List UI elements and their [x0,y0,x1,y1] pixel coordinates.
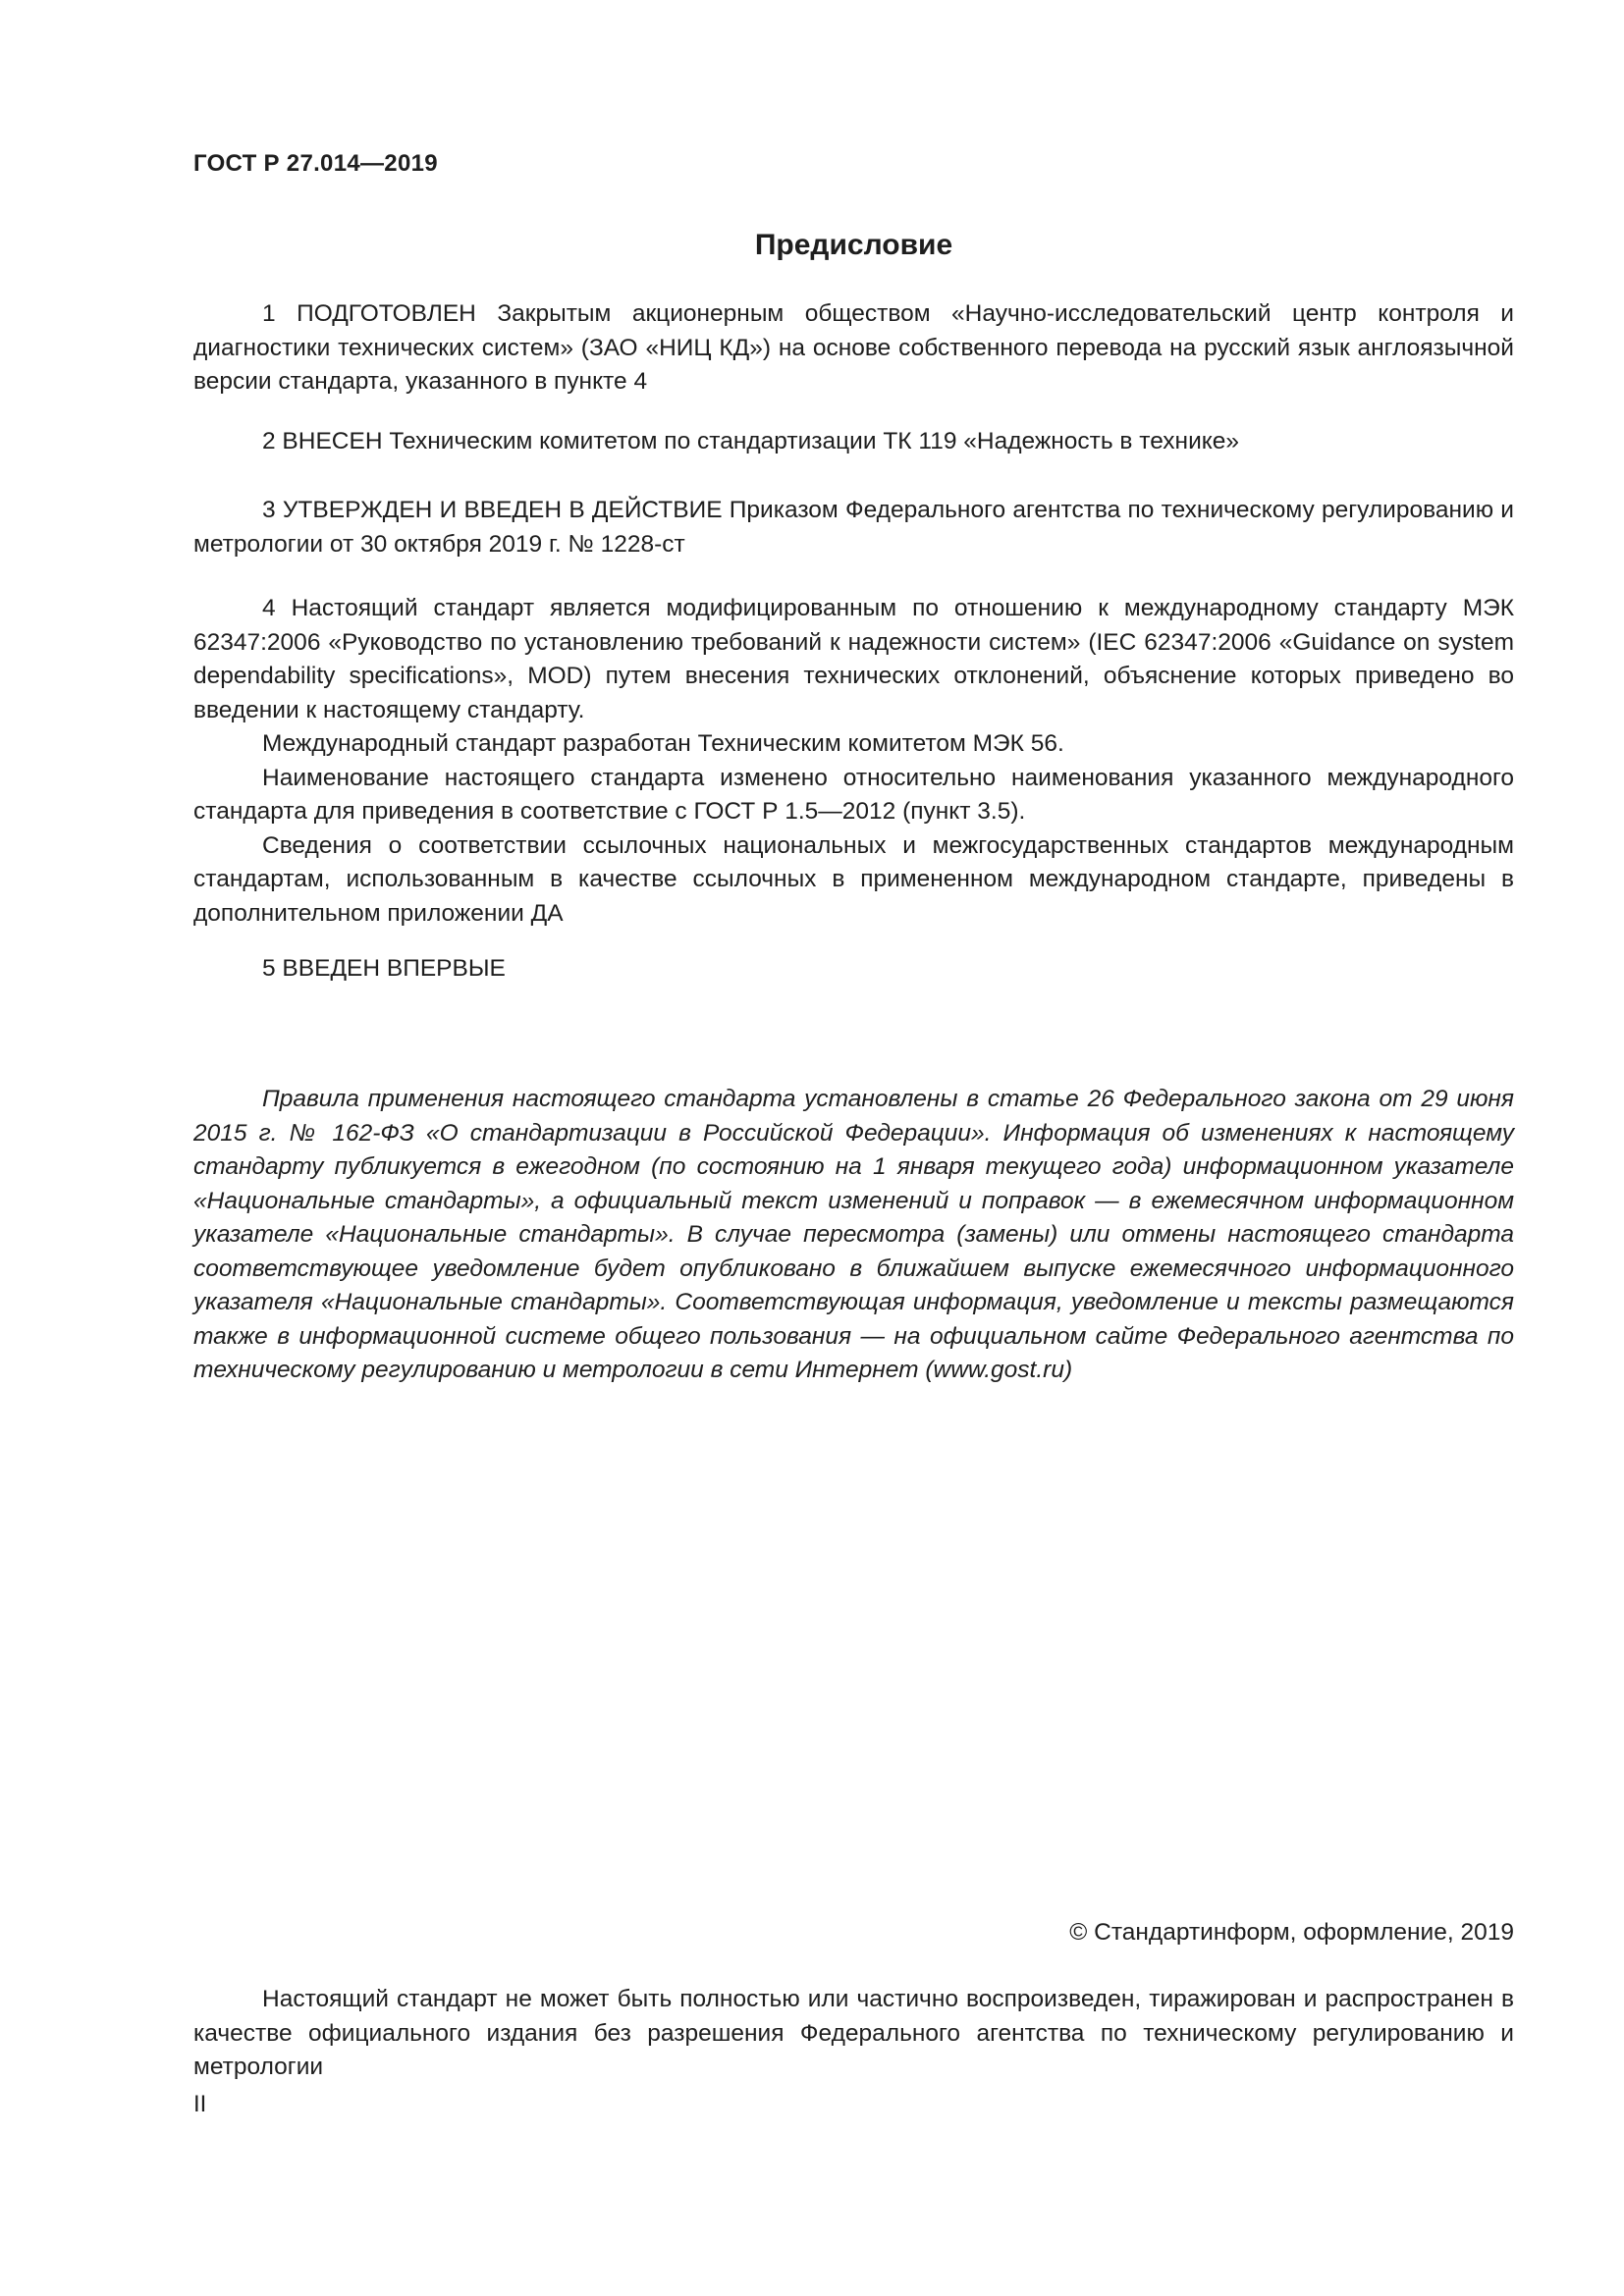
foreword-item-5 [193,952,1514,987]
foreword-item-2 [193,425,1514,459]
foreword-paragraph: 2 ВНЕСЕН Техническим комитетом по стандартизации ТК 119 «Надежность в технике» [262,428,1240,454]
foreword-paragraph: Сведения о соответствии ссылочных национальных и межгосударственных стандартов международным стандартам, использованным в качестве ссылочных в примененном международном стандарте, приведены в дополнительном приложении ДА [193,831,1514,927]
foreword-paragraph: Наименование настоящего стандарта изменено относительно наименования указанного международного стандарта для приведения в соответствие с ГОСТ Р 1.5—2012 (пункт 3.5). [193,764,1514,825]
foreword-paragraph: 4 Настоящий стандарт является модифицированным по отношению к международному стандарту МЭК 62347:2006 «Руководство по установлению требований к надежности систем» (IEC 62347:2006 «Guidance on system dependability specifications», MOD) путем внесения технических отклонений, объяснение которых приведено во введении к настоящему стандарту. [193,595,1514,723]
application-rules-notice [193,1083,1514,1388]
foreword-item-1 [193,297,1514,400]
reproduction-notice [193,1983,1514,2085]
notice-paragraph: Правила применения настоящего стандарта установлены в статье 26 Федерального закона от 29 июня 2015 г. № 162-ФЗ «О стандартизации в Российской Федерации». Информация об изменениях к настоящему стандарту публикуется в ежегодном (по состоянию на 1 января текущего года) информационном указателе «Национальные стандарты», а официальный текст изменений и поправок — в ежемесячном информационном указателе «Национальные стандарты». В случае пересмотра (замены) или отмены настоящего стандарта соответствующее уведомление будет опубликовано в ближайшем выпуске ежемесячного информационного указателя «Национальные стандарты». Соответствующая информация, уведомление и тексты размещаются также в информационной системе общего пользования — на официальном сайте Федерального агентства по техническому регулированию и метрологии в сети Интернет (www.gost.ru) [193,1086,1514,1383]
foreword-paragraph: Международный стандарт разработан Техническим комитетом МЭК 56. [262,730,1064,757]
foreword-item-3 [193,494,1514,561]
foreword-paragraph: 5 ВВЕДЕН ВПЕРВЫЕ [262,955,506,982]
page-title: Предисловие [754,229,953,261]
copyright-line: © Стандартинформ, оформление, 2019 [1069,1919,1514,1946]
foreword-item-4 [193,592,1514,931]
page-number: II [193,2091,207,2117]
foreword-paragraph: 3 УТВЕРЖДЕН И ВВЕДЕН В ДЕЙСТВИЕ Приказом Федерального агентства по техническому регулированию и метрологии от 30 октября 2019 г. № 1228-ст [193,497,1514,558]
reproduction-paragraph: Настоящий стандарт не может быть полностью или частично воспроизведен, тиражирован и распространен в качестве официального издания без разрешения Федерального агентства по техническому регулированию и метрологии [193,1986,1514,2080]
foreword-paragraph: 1 ПОДГОТОВЛЕН Закрытым акционерным обществом «Научно-исследовательский центр контроля и диагностики технических систем» (ЗАО «НИЦ КД») на основе собственного перевода на русский язык англоязычной версии стандарта, указанного в пункте 4 [193,300,1514,395]
document-code: ГОСТ Р 27.014—2019 [193,150,438,177]
